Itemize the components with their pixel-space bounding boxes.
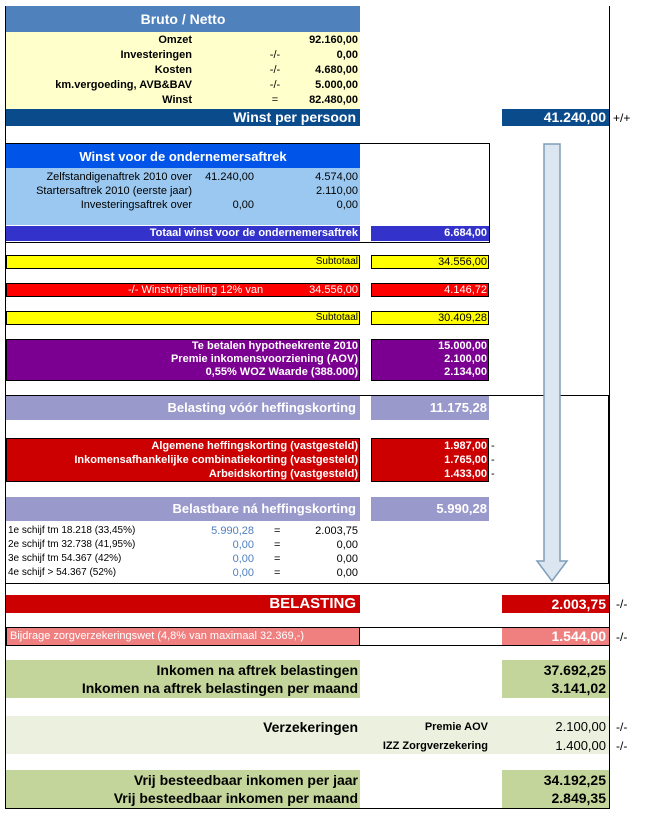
izz-suffix: -/-	[616, 739, 628, 753]
combinatiekorting-value: 1.765,00	[444, 454, 487, 466]
totaal-ondernemersaftrek-label: Totaal winst voor de ondernemersaftrek	[149, 227, 358, 239]
premie-aov-label: Premie AOV	[424, 721, 488, 733]
vrij-maand-value: 2.849,35	[551, 790, 606, 806]
subtotaal2-value: 30.409,28	[438, 312, 487, 324]
arbeidskorting-suffix: -	[491, 468, 495, 480]
vrij-jaar-label: Vrij besteedbaar inkomen per jaar	[133, 772, 358, 788]
schijf4-eq: =	[274, 567, 281, 579]
woz-label: 0,55% WOZ Waarde (388.000)	[205, 366, 358, 378]
aov-premie-label: Premie inkomensvoorziening (AOV)	[170, 353, 358, 365]
ondernemersaftrek-title: Winst voor de ondernemersaftrek	[79, 149, 287, 164]
arbeidskorting-label: Arbeidskorting (vastgesteld)	[208, 468, 358, 480]
hypotheekrente-value: 15.000,00	[438, 340, 487, 352]
schijf1-value: 2.003,75	[315, 525, 358, 537]
combinatiekorting-label: Inkomensafhankelijke combinatiekorting (vastgesteld)	[74, 454, 358, 466]
startersaftrek-value: 2.110,00	[315, 185, 358, 197]
schijf3-eq: =	[274, 553, 281, 565]
schijf4-value: 0,00	[336, 567, 358, 579]
schijf1-label: 1e schijf tm 18.218 (33,45%)	[8, 525, 136, 536]
algemene-heffingskorting-value: 1.987,00	[444, 440, 487, 452]
km-vergoeding-value: 5.000,00	[315, 79, 358, 91]
zorg-value: 1.544,00	[551, 628, 606, 644]
km-vergoeding-op: -/-	[269, 79, 281, 91]
belastbare-na-label: Belastbare ná heffingskorting	[172, 501, 356, 516]
totaal-ondernemersaftrek-value: 6.684,00	[444, 227, 487, 239]
investeringsaftrek-value: 0,00	[336, 199, 358, 211]
vrij-maand-label: Vrij besteedbaar inkomen per maand	[113, 790, 358, 806]
premie-aov-value: 2.100,00	[555, 719, 606, 734]
winstvrijstelling-value: 4.146,72	[444, 284, 487, 296]
winst-pp-suffix: +/+	[613, 111, 631, 125]
inkomen-jaar-value: 37.692,25	[543, 662, 606, 678]
omzet-label: Omzet	[158, 34, 192, 46]
premie-aov-suffix: -/-	[616, 720, 628, 734]
schijf3-value: 0,00	[336, 553, 358, 565]
zorg-frame-bottom	[360, 645, 610, 646]
subtotaal1-label: Subtotaal	[315, 256, 358, 267]
inkomen-maand-value: 3.141,02	[551, 680, 606, 696]
omzet-value: 92.160,00	[309, 34, 358, 46]
winst-pp-label: Winst per persoon	[233, 109, 356, 125]
zorg-label: Bijdrage zorgverzekeringswet (4,8% van maximaal 32.369,-)	[10, 630, 305, 642]
winst-op: =	[271, 94, 279, 106]
schijf3-label: 3e schijf tm 54.367 (42%)	[8, 553, 122, 564]
outer-frame-right	[609, 6, 610, 808]
zorg-frame-top	[360, 627, 610, 628]
verzekeringen-label: Verzekeringen	[263, 719, 358, 735]
kosten-label: Kosten	[154, 64, 192, 76]
schijf4-label: 4e schijf > 54.367 (52%)	[8, 567, 117, 578]
belastbare-na-value: 5.990,28	[436, 501, 487, 516]
schijf2-label: 2e schijf tm 32.738 (41,95%)	[8, 539, 136, 550]
schijf1-amount: 5.990,28	[211, 525, 254, 537]
investeringsaftrek-label: Investeringsaftrek over	[80, 199, 192, 211]
aov-premie-value: 2.100,00	[444, 353, 487, 365]
inkomen-jaar-label: Inkomen na aftrek belastingen	[156, 662, 358, 678]
inkomen-maand-label: Inkomen na aftrek belastingen per maand	[81, 680, 358, 696]
woz-value: 2.134,00	[444, 366, 487, 378]
investeringen-label: Investeringen	[120, 49, 192, 61]
investeringsaftrek-base: 0,00	[232, 199, 254, 211]
belasting-value: 2.003,75	[551, 596, 606, 612]
combinatiekorting-suffix: -	[491, 454, 495, 466]
arbeidskorting-value: 1.433,00	[444, 468, 487, 480]
kosten-value: 4.680,00	[315, 64, 358, 76]
winst-value: 82.480,00	[309, 94, 358, 106]
schijf4-amount: 0,00	[232, 567, 254, 579]
schijf2-eq: =	[274, 539, 281, 551]
down-arrow-icon	[535, 143, 569, 583]
outer-frame-bottom	[5, 808, 610, 809]
belasting-voor-label: Belasting vóór heffingskorting	[167, 400, 356, 415]
schijf3-amount: 0,00	[232, 553, 254, 565]
kosten-op: -/-	[269, 64, 281, 76]
subtotaal1-value: 34.556,00	[438, 256, 487, 268]
schijf1-eq: =	[274, 525, 281, 537]
outer-frame-left	[5, 6, 6, 808]
schijf2-amount: 0,00	[232, 539, 254, 551]
investeringen-op: -/-	[269, 49, 281, 61]
belasting-suffix: -/-	[616, 597, 628, 611]
winst-label: Winst	[162, 94, 192, 106]
km-vergoeding-label: km.vergoeding, AVB&BAV	[55, 79, 192, 91]
algemene-heffingskorting-suffix: -	[491, 440, 495, 452]
vrij-jaar-value: 34.192,25	[543, 772, 606, 788]
investeringen-value: 0,00	[336, 49, 358, 61]
hypotheekrente-label: Te betalen hypotheekrente 2010	[191, 340, 358, 352]
algemene-heffingskorting-label: Algemene heffingskorting (vastgesteld)	[151, 440, 358, 452]
zorg-suffix: -/-	[616, 630, 628, 644]
izz-label: IZZ Zorgverzekering	[382, 740, 488, 752]
bruto-netto-title: Bruto / Netto	[140, 11, 226, 27]
belasting-label: BELASTING	[269, 595, 356, 612]
winst-pp-value: 41.240,00	[543, 109, 606, 125]
subtotaal2-label: Subtotaal	[315, 312, 358, 323]
zelfstandigenaftrek-label: Zelfstandigenaftrek 2010 over	[46, 171, 192, 183]
winstvrijstelling-label: -/- Winstvrijstelling 12% van	[128, 284, 264, 296]
zelfstandigenaftrek-base: 41.240,00	[205, 171, 254, 183]
zelfstandigenaftrek-value: 4.574,00	[315, 171, 358, 183]
izz-value: 1.400,00	[555, 738, 606, 753]
belasting-voor-value: 11.175,28	[429, 400, 487, 415]
winstvrijstelling-base: 34.556,00	[309, 284, 358, 296]
schijf2-value: 0,00	[336, 539, 358, 551]
startersaftrek-label: Startersaftrek 2010 (eerste jaar)	[36, 185, 192, 197]
